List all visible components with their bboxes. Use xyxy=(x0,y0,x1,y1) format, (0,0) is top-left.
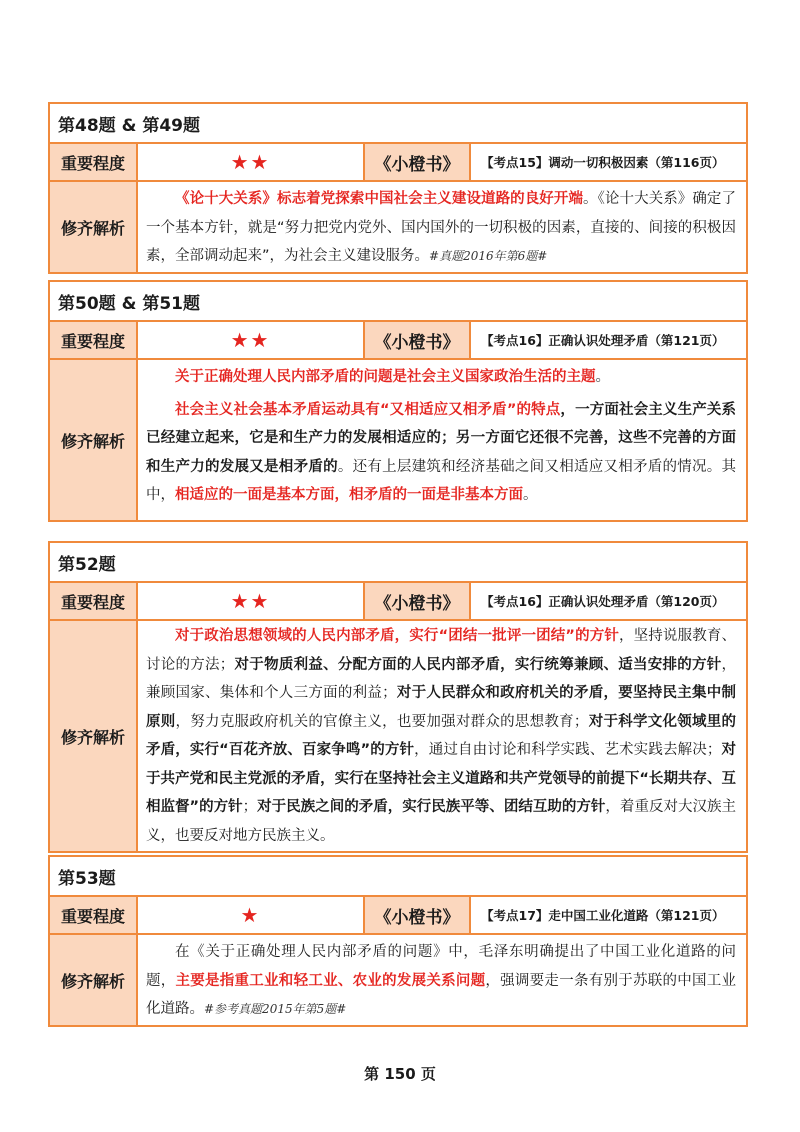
importance-row xyxy=(50,322,746,360)
highlight-text: 相适应的一面是基本方面，相矛盾的一面是非基本方面 xyxy=(175,487,523,503)
body-text: 。 xyxy=(595,369,610,385)
body-text: ，努力克服政府机关的官僚主义，也要加强对群众的思想教育； xyxy=(175,713,589,730)
book-label: 《小橙书》 xyxy=(365,583,471,619)
book-label: 《小橙书》 xyxy=(365,144,471,180)
body-text: ，通过自由讨论和科学实践、艺术实践去解决； xyxy=(414,742,722,758)
analysis-text xyxy=(138,621,746,851)
page-number: 第 150 页 xyxy=(364,1065,436,1083)
importance-label: 重要程度 xyxy=(50,583,138,619)
analysis-row xyxy=(50,360,746,520)
question-block-52 xyxy=(48,541,748,853)
importance-label: 重要程度 xyxy=(50,144,138,180)
kaodian-reference: 【考点17】走中国工业化道路（第121页） xyxy=(481,908,725,923)
analysis-label: 修齐解析 xyxy=(50,621,138,851)
importance-row xyxy=(50,897,746,935)
bold-text: 对于物质利益、分配方面的人民内部矛盾，实行统筹兼顾、适当安排的方针 xyxy=(234,656,722,673)
bold-text: 对于共产党和民主党派的矛盾，实行在坚持社会主义道路和共产党领导的前提下“长期共存、互相监督”的方针 xyxy=(146,742,736,815)
bold-text: 对于民族之间的矛盾，实行民族平等、团结互助的方针 xyxy=(257,799,606,815)
book-label: 《小橙书》 xyxy=(365,322,471,358)
importance-label: 重要程度 xyxy=(50,897,138,933)
question-block-50-51 xyxy=(48,280,748,522)
bold-text: 对于人民群众和政府机关的矛盾，要坚持民主集中制原则 xyxy=(146,685,737,730)
analysis-text xyxy=(138,360,746,520)
analysis-text xyxy=(138,935,746,1025)
kaodian-reference: 【考点16】正确认识处理矛盾（第121页） xyxy=(481,333,725,348)
exam-reference: #参考真题2015年第5题# xyxy=(204,1002,347,1016)
question-block-48-49 xyxy=(48,102,748,274)
exam-reference: #真题2016年第6题# xyxy=(429,249,548,263)
analysis-text xyxy=(138,182,746,272)
importance-row xyxy=(50,144,746,182)
analysis-label: 修齐解析 xyxy=(50,360,138,520)
highlight-text: 关于正确处理人民内部矛盾的问题是社会主义国家政治生活的主题 xyxy=(175,369,596,385)
question-title: 第52题 xyxy=(50,543,746,583)
bold-text: ，一方面社会主义生产关系已经建立起来，它是和生产力的发展相适应的；另一方面它还很不完善，这些不完善的方面和生产力的发展又是相矛盾的 xyxy=(146,401,736,475)
body-text: ，强调要走一条有别于苏联的中国工业化道路。 xyxy=(146,972,737,1017)
analysis-row xyxy=(50,621,746,851)
analysis-row xyxy=(50,935,746,1025)
importance-row xyxy=(50,583,746,621)
kaodian-reference: 【考点15】调动一切积极因素（第116页） xyxy=(481,155,725,170)
body-text: 。《论十大关系》确定了一个基本方针，就是“努力把党内党外、国内国外的一切积极的因素，直接的、间接的积极因素，全部调动起来”，为社会主义建设服务。 xyxy=(146,191,737,264)
highlight-text: 社会主义社会基本矛盾运动具有“又相适应又相矛盾”的特点 xyxy=(175,401,561,418)
star-rating-icon: ★★ xyxy=(138,322,365,358)
body-text: ，坚持说服教育、讨论的方法； xyxy=(146,628,737,673)
star-rating-icon: ★★ xyxy=(138,583,365,619)
bold-text: 对于科学文化领域里的矛盾，实行“百花齐放、百家争鸣”的方针 xyxy=(146,713,737,758)
question-title: 第53题 xyxy=(50,857,746,897)
question-title: 第48题 & 第49题 xyxy=(50,104,746,144)
analysis-label: 修齐解析 xyxy=(50,182,138,272)
question-block-53 xyxy=(48,855,748,1027)
highlight-text: 主要是指重工业和轻工业、农业的发展关系问题 xyxy=(175,972,486,989)
importance-label: 重要程度 xyxy=(50,322,138,358)
book-label: 《小橙书》 xyxy=(365,897,471,933)
star-rating-icon: ★★ xyxy=(138,144,365,180)
highlight-text: 对于政治思想领域的人民内部矛盾，实行“团结一批评一团结”的方针 xyxy=(175,628,619,644)
body-text: ，兼顾国家、集体和个人三方面的利益； xyxy=(146,656,737,701)
body-text: ，着重反对大汉族主义，也要反对地方民族主义。 xyxy=(146,799,737,844)
kaodian-reference: 【考点16】正确认识处理矛盾（第120页） xyxy=(481,594,725,609)
body-text: 。还有上层建筑和经济基础之间又相适应又相矛盾的情况。其中， xyxy=(146,458,737,503)
body-text: ； xyxy=(242,799,258,815)
body-text: 在《关于正确处理人民内部矛盾的问题》中，毛泽东明确提出了中国工业化道路的问题， xyxy=(146,944,736,989)
star-rating-icon: ★ xyxy=(138,897,365,933)
analysis-label: 修齐解析 xyxy=(50,935,138,1025)
highlight-text: 《论十大关系》标志着党探索中国社会主义建设道路的良好开端 xyxy=(175,191,584,207)
analysis-row xyxy=(50,182,746,272)
question-title: 第50题 & 第51题 xyxy=(50,282,746,322)
body-text: 。 xyxy=(523,487,538,503)
